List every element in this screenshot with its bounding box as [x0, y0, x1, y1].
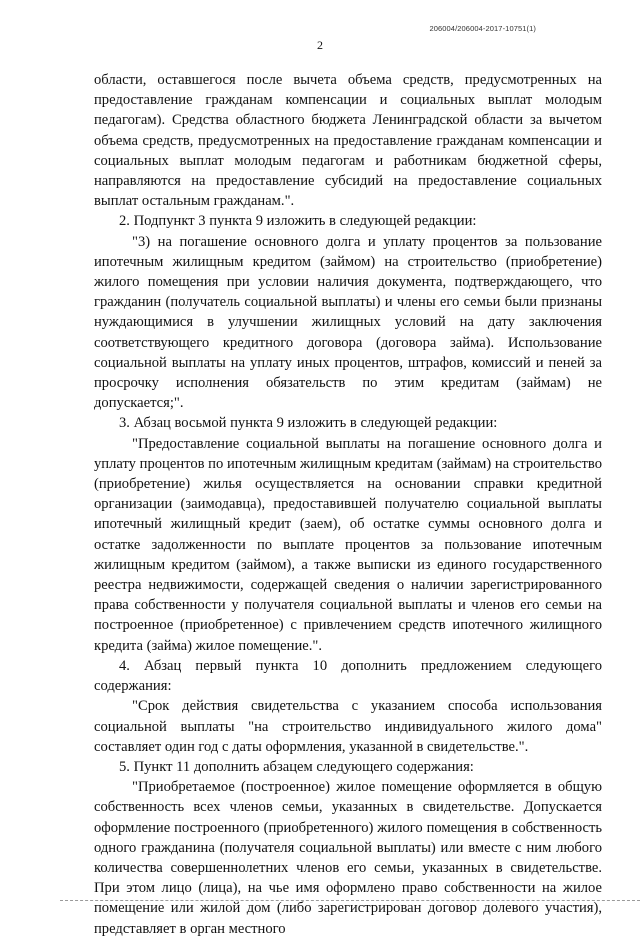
paragraph-item-3-quote: "Предоставление социальной выплаты на погашение основного долга и уплату процентов по ипотечным жилищным кредитам (займам) на строительство (приобретение) жилья осуществляется на основании справки кредитной организации (заимодавца), предоставившей получателю социальной выплаты ипотечный жилищный кредит (заем), об остатке суммы основного долга и остатке задолженности по выплате процентов за пользование ипотечным жилищным кредитом (займом), а также выписки из единого государственного реестра недвижимости, содержащей сведения о наличии зарегистрированного права собственности у получателя социальной выплаты и членов его семьи на построенное (приобретенное) с привлечением средств ипотечного жилищного кредита (займа) жилое помещение.". — [94, 435, 602, 654]
paragraph-item-2-quote: "3) на погашение основного долга и уплату процентов за пользование ипотечным жилищным кредитом (займом) на строительство (приобретение) жилого помещения при условии наличия документа, подтверждающего, что гражданин (получатель социальной выплаты) и члены его семьи были признаны нуждающимися в улучшении жилищных условий на дату заключения соответствующего кредитного договора (договора займа). Использование социальной выплаты на уплату иных процентов, штрафов, комиссий и пеней за просрочку исполнения обязательств по этим кредитам (займам) не допускается;". — [94, 233, 602, 412]
paragraph-item-4-quote: "Срок действия свидетельства с указанием способа использования социальной выплаты "на строительство индивидуального жилого дома" составляет один год с даты оформления, указанной в свидетельстве.". — [94, 698, 602, 755]
page-number: 2 — [317, 38, 323, 52]
paragraph-item-5: 5. Пункт 11 дополнить абзацем следующего содержания: — [119, 758, 474, 775]
document-body — [94, 70, 602, 939]
paragraph-item-5-quote: "Приобретаемое (построенное) жилое помещение оформляется в общую собственность всех членов семьи, указанных в свидетельстве. Допускается оформление построенного (приобретенного) жилого помещения в собственность одного гражданина (получателя социальной выплаты) или вместе с ним любого количества совершеннолетних членов его семьи, указанных в свидетельстве. При этом лицо (лица), на чье имя оформлено право собственности на жилое помещение или жилой дом (либо зарегистрирован договор долевого участия), представляет в орган местного — [94, 779, 602, 937]
paragraph-continuation: области, оставшегося после вычета объема средств, предусмотренных на предоставление гражданам компенсации и социальных выплат молодым педагогам). Средства областного бюджета Ленинградской области за вычетом объема средств, предусмотренных на предоставление гражданам компенсации и социальных выплат молодым педагогам и работникам бюджетной сферы, направляются на предоставление субсидий на предоставление социальных выплат остальным гражданам.". — [94, 72, 602, 210]
paragraph-item-2: 2. Подпункт 3 пункта 9 изложить в следующей редакции: — [119, 213, 477, 230]
document-id: 206004/206004-2017-10751(1) — [429, 24, 536, 33]
paragraph-item-3: 3. Абзац восьмой пункта 9 изложить в следующей редакции: — [119, 415, 498, 432]
paragraph-item-4: 4. Абзац первый пункта 10 дополнить предложением следующего содержания: — [94, 657, 602, 695]
page-bottom-divider — [60, 900, 640, 902]
